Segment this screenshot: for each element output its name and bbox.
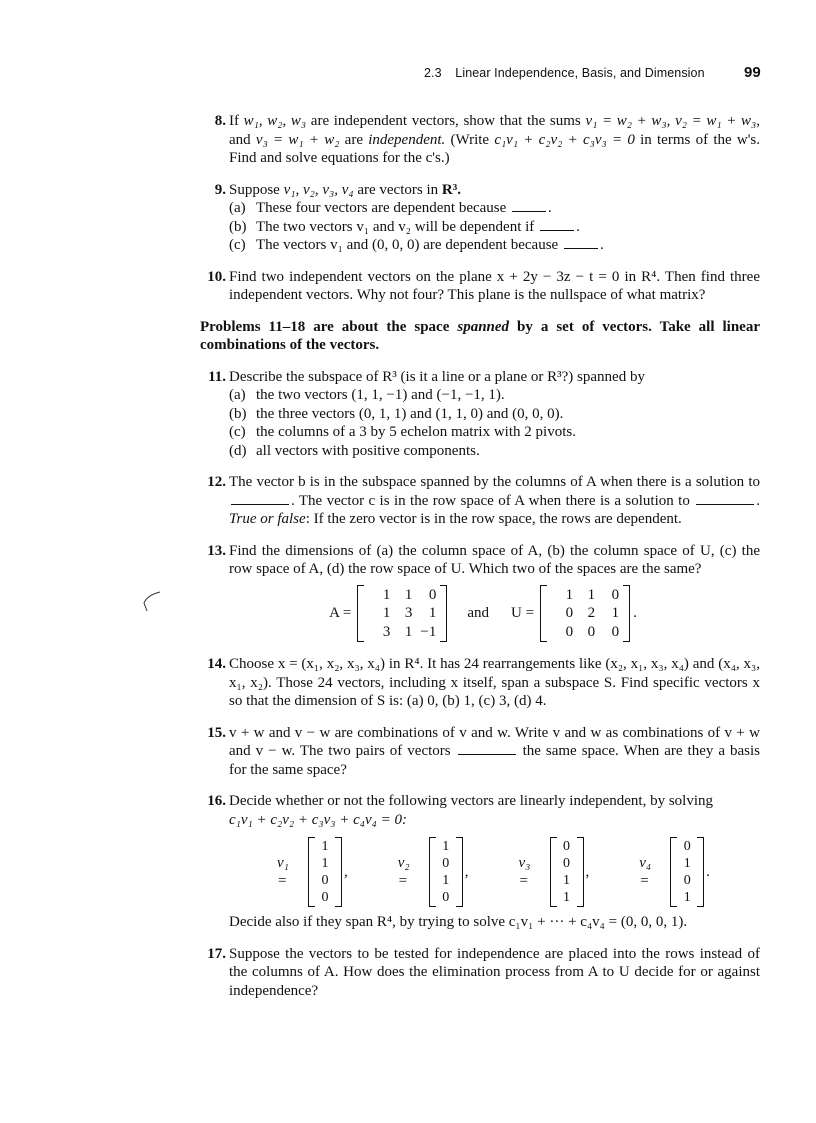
vector-entry: 1 bbox=[683, 856, 691, 871]
left-bracket bbox=[540, 585, 547, 643]
sub-text: the two vectors (1, 1, −1) and (−1, −1, 1). bbox=[256, 387, 505, 403]
matrix-entries bbox=[547, 585, 623, 643]
vector-label: v₄ = bbox=[639, 854, 652, 889]
text-run: the same space. When are they a basis for the same space? bbox=[229, 743, 760, 778]
matrix-display bbox=[200, 585, 760, 643]
problem-15 bbox=[200, 724, 760, 780]
math-expr: w₁, w₂, w₃ bbox=[243, 113, 307, 129]
right-bracket bbox=[456, 837, 463, 907]
text-run: If bbox=[229, 113, 244, 129]
problem-text: Find two independent vectors on the plane x + 2y − 3z − t = 0 in R⁴. Then find three independent vectors. Why not four? This plane is the nullspace of what matrix? bbox=[229, 268, 760, 303]
problem-number: 11. bbox=[208, 368, 226, 385]
vector-v3 bbox=[519, 837, 590, 907]
math-expr: v₁, v₂, v₃, v₄ bbox=[283, 181, 354, 198]
problem-text: Describe the subspace of R³ (is it a line or a plane or R³?) spanned by bbox=[229, 368, 645, 385]
running-title bbox=[424, 66, 705, 80]
matrix-U-label: U = bbox=[511, 605, 535, 621]
matrix-entry: 3 bbox=[404, 605, 413, 621]
vector-display bbox=[277, 837, 760, 907]
problem-8 bbox=[200, 112, 760, 168]
right-bracket bbox=[335, 837, 342, 907]
answer-blank bbox=[458, 743, 516, 755]
emphasis: independent. bbox=[368, 131, 446, 148]
matrix-entry: 0 bbox=[565, 605, 574, 621]
problem-12 bbox=[200, 473, 760, 529]
left-bracket bbox=[550, 837, 557, 907]
matrix-U bbox=[540, 585, 630, 643]
running-header bbox=[0, 64, 816, 84]
problem-16 bbox=[200, 792, 760, 932]
separator: . bbox=[706, 863, 710, 880]
text-run: are independent vectors, show that the sums bbox=[306, 113, 586, 129]
text-run: by a set of vectors. Take all linear combinations of the vectors. bbox=[200, 318, 760, 353]
vector-entries bbox=[677, 837, 697, 907]
text-run: to bbox=[748, 474, 760, 490]
left-bracket bbox=[357, 585, 364, 643]
vector-entry: 1 bbox=[442, 873, 450, 888]
sub-item bbox=[229, 218, 760, 237]
vector-entry: 1 bbox=[321, 856, 329, 871]
page-body bbox=[200, 112, 760, 1013]
sub-label: (a) bbox=[229, 200, 246, 216]
matrix-entry: 1 bbox=[611, 605, 620, 621]
matrix-entry: 0 bbox=[587, 623, 596, 640]
text-run: (Write bbox=[445, 131, 495, 148]
answer-blank bbox=[231, 493, 289, 505]
matrix-entry: 1 bbox=[382, 586, 391, 603]
text-run: The two vectors v₁ and v₂ will be dependent if bbox=[256, 218, 535, 235]
matrix-entry: 1 bbox=[404, 623, 413, 640]
sub-text: all vectors with positive components. bbox=[256, 442, 480, 459]
column-vector bbox=[550, 837, 584, 907]
right-bracket bbox=[577, 837, 584, 907]
math-expr: R³. bbox=[441, 181, 461, 198]
conjunction: and bbox=[467, 605, 490, 621]
problem-number: 15. bbox=[207, 724, 226, 741]
matrix-entry: 0 bbox=[611, 623, 620, 640]
answer-blank bbox=[540, 219, 574, 231]
matrix-entry: 1 bbox=[565, 586, 574, 603]
right-bracket bbox=[697, 837, 704, 907]
vector-entries bbox=[557, 837, 577, 907]
problem-text bbox=[229, 181, 760, 200]
vector-entries bbox=[436, 837, 456, 907]
matrix-entry: 1 bbox=[587, 586, 596, 603]
vector-entry: 0 bbox=[442, 890, 450, 905]
vector-entry: 1 bbox=[321, 839, 329, 854]
matrix-entry: 1 bbox=[428, 605, 437, 621]
problem-text: Find the dimensions of (a) the column space of A, (b) the column space of U, (c) the row space of A, (d) the row space of U. Which two of the spaces are the same? bbox=[229, 542, 760, 577]
matrix-entry: 0 bbox=[565, 623, 574, 640]
vector-v1 bbox=[277, 837, 348, 907]
text-run: These four vectors are dependent because bbox=[256, 200, 507, 216]
vector-entry: 1 bbox=[563, 890, 570, 905]
problem-10 bbox=[200, 268, 760, 305]
math-expr: v₁ = w₂ + w₃, bbox=[585, 113, 671, 129]
problem-11 bbox=[200, 368, 760, 461]
text-run: : If the zero vector is in the row space, the rows are dependent. bbox=[305, 511, 682, 527]
matrix-entry: −1 bbox=[420, 623, 437, 640]
text-run: v + w and v − w are combinations of v and w. Write v and w as combinations of v + w and v − w. The two pairs of vectors bbox=[229, 724, 760, 759]
sub-text: the three vectors (0, 1, 1) and (1, 1, 0) and (0, 0, 0). bbox=[256, 405, 564, 422]
emphasis: spanned bbox=[457, 318, 510, 335]
section-banner bbox=[200, 318, 760, 355]
problem-number: 12. bbox=[207, 474, 226, 490]
vector-entry: 1 bbox=[563, 873, 570, 888]
separator: , bbox=[585, 863, 590, 880]
section-title: Linear Independence, Basis, and Dimension bbox=[455, 66, 705, 80]
sub-label: (a) bbox=[229, 387, 246, 403]
text-run: are bbox=[339, 131, 369, 148]
left-bracket bbox=[670, 837, 677, 907]
answer-blank bbox=[564, 237, 598, 249]
vector-entry: 1 bbox=[442, 839, 450, 854]
problem-text: Suppose the vectors to be tested for independence are placed into the rows instead of the columns of A. How does the elimination process from A to U decide for or against independence? bbox=[229, 945, 760, 999]
sub-text: The two vectors v₁ and v₂ will be dependent if . bbox=[256, 218, 580, 235]
problem-text bbox=[229, 112, 760, 168]
matrix-entries bbox=[364, 585, 440, 643]
text-run: in terms of the w's. Find and solve equations for the c's.) bbox=[229, 131, 761, 166]
problem-number: 14. bbox=[207, 656, 226, 672]
matrix-entry: 1 bbox=[404, 586, 413, 603]
text-run: The vector b is in the subspace spanned by the columns of A when there is a solution bbox=[229, 474, 745, 490]
matrix-entry: 3 bbox=[382, 623, 391, 640]
separator: , bbox=[344, 863, 348, 880]
sub-item bbox=[229, 199, 760, 218]
vector-entry: 0 bbox=[563, 839, 570, 854]
sub-item bbox=[229, 442, 760, 461]
column-vector bbox=[429, 837, 463, 907]
vector-label: v₃ = bbox=[518, 854, 531, 889]
text-run: are vectors in bbox=[353, 181, 442, 198]
pencil-mark-icon bbox=[140, 589, 164, 613]
vector-entry: 0 bbox=[321, 873, 329, 888]
problem-13 bbox=[200, 542, 760, 643]
vector-entry: 1 bbox=[683, 890, 691, 905]
vector-entry: 0 bbox=[321, 890, 329, 905]
sub-label: (c) bbox=[229, 237, 246, 253]
math-expr: v₃ = w₁ + w₂ bbox=[255, 131, 340, 148]
vector-v2 bbox=[398, 837, 469, 907]
matrix-entry: 1 bbox=[382, 605, 391, 621]
vector-v4 bbox=[639, 837, 710, 907]
right-bracket bbox=[623, 585, 630, 643]
column-vector bbox=[308, 837, 342, 907]
vector-label: v₂ = bbox=[397, 854, 410, 889]
problem-9 bbox=[200, 181, 760, 255]
vector-label: v₁ = bbox=[277, 854, 289, 889]
problem-text bbox=[229, 724, 760, 780]
sub-item bbox=[229, 405, 760, 424]
page-number: 99 bbox=[744, 64, 761, 81]
answer-blank bbox=[512, 200, 546, 212]
column-vector bbox=[670, 837, 704, 907]
text-run: . The vector c is in the row space of A when there is a solution to bbox=[291, 492, 690, 509]
matrix-A bbox=[357, 585, 447, 643]
sub-label: (c) bbox=[229, 424, 246, 440]
text-run: Decide whether or not the following vectors are linearly independent, by solving bbox=[229, 793, 714, 809]
problem-text: Choose x = (x₁, x₂, x₃, x₄) in R⁴. It has 24 rearrangements like (x₂, x₁, x₃, x₄) and (x₄, x₃, x₁, x₂). Those 24 vectors, including x itself, span a subspace S. Find specific vectors x so that the dimension of S is: (a) 0, (b) 1, (c) 3, (d) 4. bbox=[229, 656, 760, 709]
sub-item bbox=[229, 386, 760, 405]
answer-blank bbox=[696, 493, 754, 505]
section-number: 2.3 bbox=[424, 66, 442, 80]
problem-text: The vector b is in the subspace spanned by the columns of A when there is a solution to . The vector c is in the row space of A when there is a solution to . True or false: If the zero vector is in the row space, the rows are dependent. bbox=[229, 474, 760, 527]
problem-number: 17. bbox=[207, 945, 226, 962]
text-run: The vectors v₁ and (0, 0, 0) are dependent because bbox=[256, 237, 559, 253]
matrix-entry: 0 bbox=[611, 586, 620, 603]
emphasis: True or false bbox=[229, 511, 306, 527]
vector-entry: 0 bbox=[683, 873, 691, 888]
sub-text: The vectors v₁ and (0, 0, 0) are dependent because . bbox=[256, 237, 604, 253]
sub-label: (b) bbox=[229, 218, 247, 235]
problem-17 bbox=[200, 945, 760, 1001]
text-run: Suppose bbox=[229, 181, 284, 198]
vector-entries bbox=[315, 837, 335, 907]
period: . bbox=[633, 605, 637, 621]
text-run: , and bbox=[229, 113, 761, 148]
math-expr: v₂ = w₁ + w₃ bbox=[675, 113, 757, 129]
math-expr: c₁v₁ + c₂v₂ + c₃v₃ + c₄v₄ = 0: bbox=[229, 811, 407, 828]
sub-label: (b) bbox=[229, 405, 247, 422]
problem-text-continued: Decide also if they span R⁴, by trying to solve c₁v₁ + ··· + c₄v₄ = (0, 0, 0, 1). bbox=[229, 914, 688, 930]
vector-entry: 0 bbox=[442, 856, 450, 871]
problem-number: 8. bbox=[214, 113, 226, 129]
sub-label: (d) bbox=[229, 442, 247, 459]
problem-text bbox=[229, 792, 760, 829]
left-bracket bbox=[429, 837, 436, 907]
problem-14 bbox=[200, 655, 760, 711]
vector-entry: 0 bbox=[563, 856, 570, 871]
math-expr: c₁v₁ + c₂v₂ + c₃v₃ = 0 bbox=[494, 131, 635, 148]
sub-text: These four vectors are dependent because . bbox=[256, 200, 552, 216]
problem-number: 13. bbox=[207, 542, 226, 559]
right-bracket bbox=[440, 585, 447, 643]
sub-text: the columns of a 3 by 5 echelon matrix with 2 pivots. bbox=[256, 424, 576, 440]
problem-number: 16. bbox=[207, 793, 226, 809]
problem-number: 9. bbox=[214, 181, 226, 198]
matrix-entry: 2 bbox=[587, 605, 596, 621]
matrix-entry: 0 bbox=[428, 586, 437, 603]
problem-number: 10. bbox=[207, 268, 226, 285]
left-bracket bbox=[308, 837, 315, 907]
text-run: Problems 11–18 are about the space bbox=[200, 318, 458, 335]
sub-item bbox=[229, 423, 760, 442]
vector-entry: 0 bbox=[683, 839, 691, 854]
matrix-A-label: A = bbox=[329, 605, 352, 621]
sub-item bbox=[229, 236, 760, 255]
separator: , bbox=[464, 863, 469, 880]
